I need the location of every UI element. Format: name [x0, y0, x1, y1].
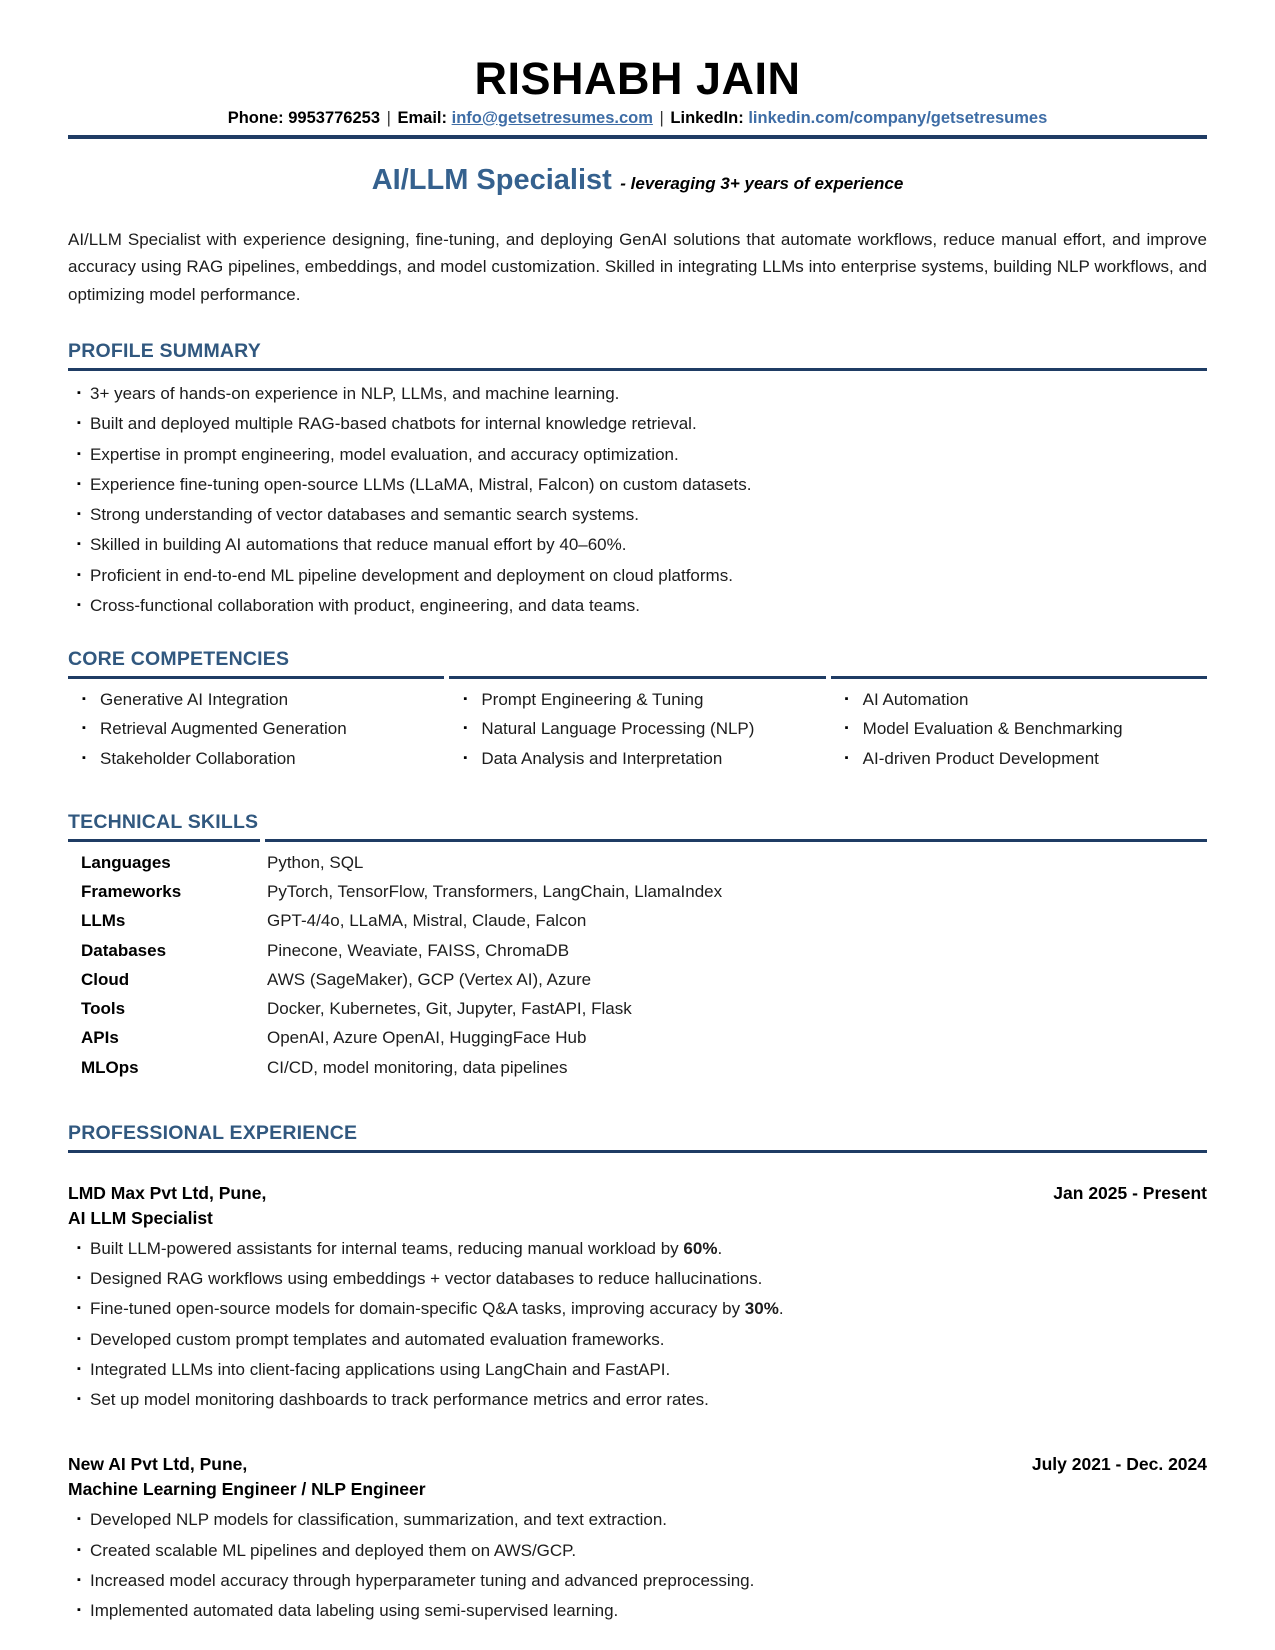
candidate-name: RISHABH JAIN: [474, 53, 801, 104]
skill-value: Python, SQL: [267, 852, 364, 872]
resume-title-suffix: - leveraging 3+ years of experience: [620, 173, 904, 193]
list-item: ▪ Experience fine-tuning open-source LLMs (LLaMA, Mistral, Falcon) on custom datasets.: [68, 474, 1207, 495]
bullet-square-icon: [68, 534, 90, 555]
job-company: New AI Pvt Ltd, Pune,: [68, 1454, 248, 1475]
skill-label: Languages: [81, 852, 171, 872]
list-item: ▪ Cross-functional collaboration with product, engineering, and data teams.: [68, 595, 1207, 616]
bullet-square-icon: [68, 565, 90, 586]
job-header: [68, 1454, 1207, 1475]
bullet-square-icon: [68, 748, 100, 769]
job-bullet-list: [68, 1238, 1207, 1411]
resume-title: AI/LLM Specialist: [371, 163, 612, 196]
list-item: ▪ Stakeholder Collaboration: [68, 748, 444, 769]
contact-line: [68, 109, 1207, 128]
profile-summary-list: [68, 383, 1207, 616]
bullet-square-icon: [68, 1298, 90, 1319]
professional-experience-heading: PROFESSIONAL EXPERIENCE: [68, 1121, 358, 1144]
bullet-square-icon: [449, 689, 481, 710]
bullet-square-icon: [68, 1540, 90, 1561]
list-item: ▪ Integrated LLMs into client-facing applications using LangChain and FastAPI.: [68, 1359, 1207, 1380]
bullet-square-icon: [68, 474, 90, 495]
bullet-square-icon: [68, 1238, 90, 1259]
job-dates: Jan 2025 - Present: [1053, 1182, 1207, 1203]
list-item: ▪ Created scalable ML pipelines and deployed them on AWS/GCP.: [68, 1540, 1207, 1561]
linkedin-label: LinkedIn:: [670, 108, 744, 127]
list-item: ▪ Prompt Engineering & Tuning: [449, 689, 825, 710]
bullet-square-icon: [68, 504, 90, 525]
job-dates: July 2021 - Dec. 2024: [1031, 1454, 1207, 1475]
skills-label-column: [68, 839, 260, 1086]
core-competencies-grid: [68, 671, 1207, 777]
job-role: AI LLM Specialist: [68, 1207, 213, 1228]
contact-separator: |: [386, 108, 391, 127]
section-divider: [68, 1150, 1207, 1153]
skill-value: GPT-4/4o, LLaMA, Mistral, Claude, Falcon: [267, 911, 587, 931]
title-line: [68, 164, 1207, 197]
phone-label: Phone:: [227, 108, 284, 127]
summary-paragraph: AI/LLM Specialist with experience designing, fine-tuning, and deploying GenAI solutions that automate workflows, reduce manual effort, and improve accuracy using RAG pipelines, embeddings, and model customization. Skilled in integrating LLMs into enterprise systems, building NLP workflows, and optimizing model performance.: [68, 229, 1207, 304]
list-item: ▪ Set up model monitoring dashboards to track performance metrics and error rates.: [68, 1389, 1207, 1410]
core-competencies-heading: CORE COMPETENCIES: [68, 648, 290, 671]
core-competencies-column: [449, 676, 825, 777]
skill-label: LLMs: [81, 911, 126, 931]
list-item: ▪ Model Evaluation & Benchmarking: [831, 718, 1207, 739]
section-profile-summary: [68, 340, 1207, 616]
skill-label: APIs: [81, 1028, 119, 1048]
job-bullet-list: [68, 1509, 1207, 1621]
bullet-square-icon: [831, 718, 863, 739]
list-item: ▪ AI-driven Product Development: [831, 748, 1207, 769]
phone-value: 9953776253: [288, 108, 380, 127]
bullet-square-icon: [68, 1570, 90, 1591]
bullet-square-icon: [68, 1389, 90, 1410]
section-core-competencies: [68, 648, 1207, 777]
list-item: ▪ Skilled in building AI automations that reduce manual effort by 40–60%.: [68, 534, 1207, 555]
technical-skills-table: [68, 839, 1207, 1086]
profile-summary-heading: PROFILE SUMMARY: [68, 340, 261, 363]
skill-value: OpenAI, Azure OpenAI, HuggingFace Hub: [267, 1028, 587, 1048]
contact-separator: |: [659, 108, 664, 127]
list-item: ▪ Fine-tuned open-source models for domain-specific Q&A tasks, improving accuracy by 30%.: [68, 1298, 1207, 1319]
email-link[interactable]: info@getsetresumes.com: [451, 108, 653, 127]
section-divider: [68, 368, 1207, 371]
skills-value-column: [265, 839, 1207, 1086]
bullet-square-icon: [68, 595, 90, 616]
list-item: ▪ Natural Language Processing (NLP): [449, 718, 825, 739]
bullet-square-icon: [68, 444, 90, 465]
core-competencies-column: [68, 676, 444, 777]
list-item: ▪ Built LLM-powered assistants for internal teams, reducing manual workload by 60%.: [68, 1238, 1207, 1259]
list-item: ▪ Designed RAG workflows using embeddings + vector databases to reduce hallucinations.: [68, 1268, 1207, 1289]
skill-value: CI/CD, model monitoring, data pipelines: [267, 1057, 568, 1077]
bullet-square-icon: [68, 1600, 90, 1621]
list-item: ▪ Developed custom prompt templates and automated evaluation frameworks.: [68, 1329, 1207, 1350]
header-divider: [68, 135, 1207, 139]
bullet-square-icon: [68, 689, 100, 710]
list-item: ▪ Implemented automated data labeling using semi-supervised learning.: [68, 1600, 1207, 1621]
list-item: ▪ Expertise in prompt engineering, model evaluation, and accuracy optimization.: [68, 444, 1207, 465]
bullet-square-icon: [831, 748, 863, 769]
experience-job: [68, 1454, 1207, 1621]
technical-skills-heading: TECHNICAL SKILLS: [68, 810, 259, 833]
list-item: ▪ Built and deployed multiple RAG-based chatbots for internal knowledge retrieval.: [68, 413, 1207, 434]
list-item: ▪ Retrieval Augmented Generation: [68, 718, 444, 739]
skill-value: Docker, Kubernetes, Git, Jupyter, FastAPI, Flask: [267, 999, 632, 1019]
bullet-square-icon: [68, 383, 90, 404]
skill-value: PyTorch, TensorFlow, Transformers, LangChain, LlamaIndex: [267, 882, 723, 902]
list-item: ▪ AI Automation: [831, 689, 1207, 710]
section-professional-experience: [68, 1122, 1207, 1622]
bullet-square-icon: [831, 689, 863, 710]
skill-label: Databases: [81, 940, 167, 960]
bullet-square-icon: [68, 1509, 90, 1530]
core-competencies-column: [831, 676, 1207, 777]
list-item: ▪ Developed NLP models for classification, summarization, and text extraction.: [68, 1509, 1207, 1530]
skill-label: Cloud: [81, 969, 130, 989]
experience-job: [68, 1183, 1207, 1411]
section-technical-skills: [68, 811, 1207, 1086]
skill-label: MLOps: [81, 1057, 139, 1077]
list-item: ▪ Increased model accuracy through hyperparameter tuning and advanced preprocessing.: [68, 1570, 1207, 1591]
list-item: ▪ 3+ years of hands-on experience in NLP, LLMs, and machine learning.: [68, 383, 1207, 404]
bullet-square-icon: [68, 1359, 90, 1380]
job-company: LMD Max Pvt Ltd, Pune,: [68, 1182, 267, 1203]
email-label: Email:: [397, 108, 448, 127]
bullet-square-icon: [68, 718, 100, 739]
job-header: [68, 1183, 1207, 1204]
list-item: ▪ Generative AI Integration: [68, 689, 444, 710]
bullet-square-icon: [449, 748, 481, 769]
list-item: ▪ Proficient in end-to-end ML pipeline development and deployment on cloud platforms.: [68, 565, 1207, 586]
bullet-square-icon: [449, 718, 481, 739]
linkedin-link[interactable]: linkedin.com/company/getsetresumes: [748, 108, 1048, 127]
bullet-square-icon: [68, 1329, 90, 1350]
skill-value: Pinecone, Weaviate, FAISS, ChromaDB: [267, 940, 570, 960]
list-item: ▪ Strong understanding of vector databases and semantic search systems.: [68, 504, 1207, 525]
skill-label: Frameworks: [81, 882, 182, 902]
job-role: Machine Learning Engineer / NLP Engineer: [68, 1479, 426, 1500]
bullet-square-icon: [68, 1268, 90, 1289]
bullet-square-icon: [68, 413, 90, 434]
list-item: ▪ Data Analysis and Interpretation: [449, 748, 825, 769]
skill-label: Tools: [81, 999, 126, 1019]
skill-value: AWS (SageMaker), GCP (Vertex AI), Azure: [267, 969, 592, 989]
